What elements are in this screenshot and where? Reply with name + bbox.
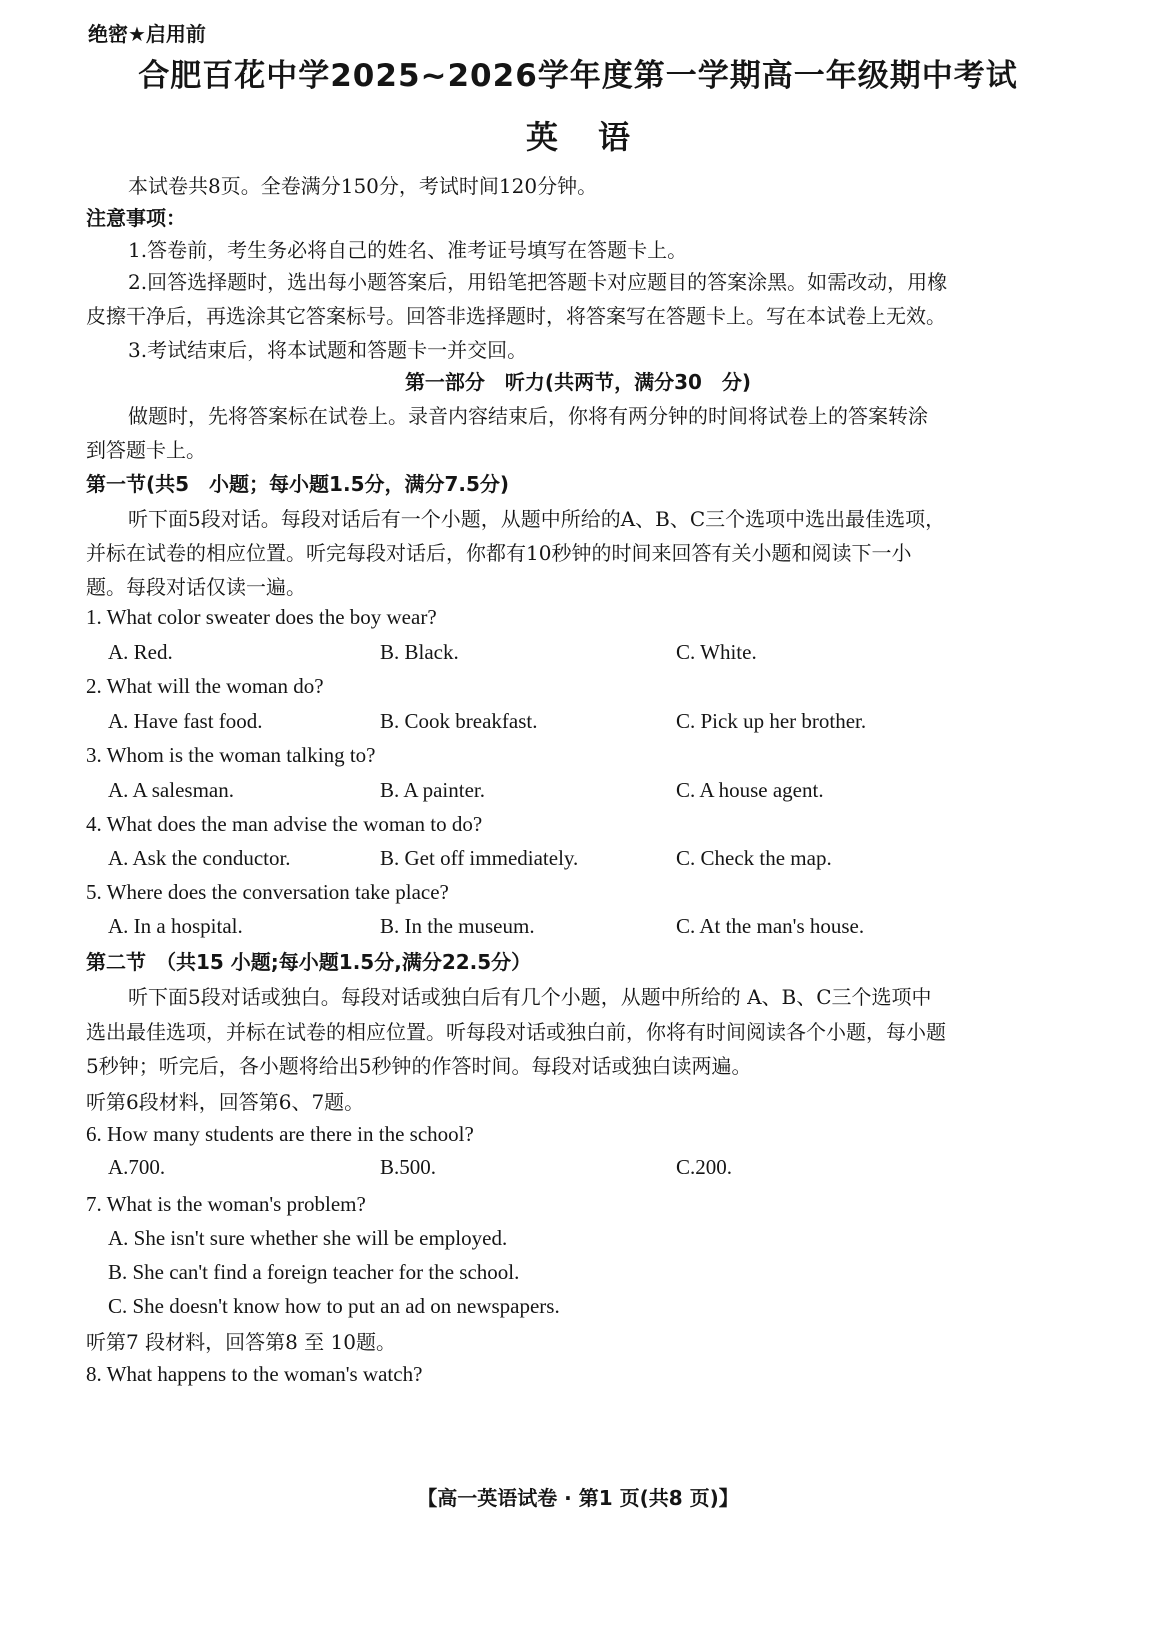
question-7-option-c: C. She doesn't know how to put an ad on newspapers. [108, 1294, 560, 1318]
part1-instruction-line-1: 做题时，先将答案标在试卷上。录音内容结束后，你将有两分钟的时间将试卷上的答案转涂 [128, 404, 928, 428]
question-7: 7. What is the woman's problem? [86, 1192, 366, 1216]
question-1: 1. What color sweater does the boy wear? [86, 605, 437, 629]
question-1-option-b: B. Black. [380, 640, 459, 664]
question-6: 6. How many students are there in the school? [86, 1122, 474, 1146]
question-5-option-b: B. In the museum. [380, 914, 535, 938]
page-footer: 【高一英语试卷 · 第1 页(共8 页)】 [417, 1486, 739, 1510]
question-4: 4. What does the man advise the woman to do? [86, 812, 483, 836]
section2-instruction-line-2: 选出最佳选项，并标在试卷的相应位置。听每段对话或独白前，你将有时间阅读各个小题，每小题 [86, 1020, 946, 1044]
question-6-option-a: A.700. [108, 1155, 166, 1179]
part1-instruction-line-2: 到答题卡上。 [86, 438, 206, 462]
question-6-option-b: B.500. [380, 1155, 437, 1179]
question-4-option-b: B. Get off immediately. [380, 846, 579, 870]
material-7-instruction: 听第7 段材料，回答第8 至 10题。 [86, 1330, 396, 1354]
question-7-option-b: B. She can't find a foreign teacher for the school. [108, 1260, 520, 1284]
question-3-option-c: C. A house agent. [676, 778, 824, 802]
subject-title: 英语 [525, 118, 670, 156]
notice-item-1: 1.答卷前，考生务必将自己的姓名、准考证号填写在答题卡上。 [128, 238, 688, 262]
question-2: 2. What will the woman do? [86, 674, 324, 698]
question-4-option-a: A. Ask the conductor. [108, 846, 291, 870]
notice-heading: 注意事项： [86, 206, 186, 230]
question-1-option-a: A. Red. [108, 640, 173, 664]
notice-item-2-line-1: 2.回答选择题时，选出每小题答案后，用铅笔把答题卡对应题目的答案涂黑。如需改动，用橡 [128, 270, 948, 294]
section2-instruction-line-1: 听下面5段对话或独白。每段对话或独白后有几个小题，从题中所给的 A、B、C三个选项中 [128, 985, 932, 1009]
confidential-label: 绝密★启用前 [88, 22, 206, 46]
material-6-instruction: 听第6段材料，回答第6、7题。 [86, 1090, 365, 1114]
question-5: 5. Where does the conversation take place? [86, 880, 449, 904]
question-3: 3. Whom is the woman talking to? [86, 743, 376, 767]
notice-item-3: 3.考试结束后，将本试题和答题卡一并交回。 [128, 338, 528, 362]
question-8: 8. What happens to the woman's watch? [86, 1362, 423, 1386]
exam-summary: 本试卷共8页。全卷满分150分，考试时间120分钟。 [128, 174, 598, 198]
part1-heading: 第一部分 听力(共两节，满分30 分) [404, 370, 752, 394]
exam-title: 合肥百花中学2025~2026学年度第一学期高一年级期中考试 [138, 58, 1018, 94]
section1-instruction-line-1: 听下面5段对话。每段对话后有一个小题，从题中所给的A、B、C三个选项中选出最佳选项， [128, 507, 946, 531]
section1-instruction-line-2: 并标在试卷的相应位置。听完每段对话后，你都有10秒钟的时间来回答有关小题和阅读下一小 [86, 541, 912, 565]
question-2-option-c: C. Pick up her brother. [676, 709, 867, 733]
question-2-option-a: A. Have fast food. [108, 709, 263, 733]
question-4-option-c: C. Check the map. [676, 846, 832, 870]
question-7-option-a: A. She isn't sure whether she will be employed. [108, 1226, 508, 1250]
question-1-option-c: C. White. [676, 640, 757, 664]
question-6-option-c: C.200. [676, 1155, 733, 1179]
section1-heading: 第一节(共5 小题；每小题1.5分，满分7.5分) [86, 472, 510, 496]
section2-heading: 第二节 （共15 小题;每小题1.5分,满分22.5分） [86, 950, 532, 974]
notice-item-2-line-2: 皮擦干净后，再选涂其它答案标号。回答非选择题时，将答案写在答题卡上。写在本试卷上无效。 [86, 304, 946, 328]
question-5-option-c: C. At the man's house. [676, 914, 865, 938]
question-5-option-a: A. In a hospital. [108, 914, 243, 938]
question-3-option-a: A. A salesman. [108, 778, 234, 802]
question-3-option-b: B. A painter. [380, 778, 485, 802]
question-2-option-b: B. Cook breakfast. [380, 709, 538, 733]
section1-instruction-line-3: 题。每段对话仅读一遍。 [86, 575, 306, 599]
section2-instruction-line-3: 5秒钟；听完后，各小题将给出5秒钟的作答时间。每段对话或独白读两遍。 [86, 1054, 752, 1078]
